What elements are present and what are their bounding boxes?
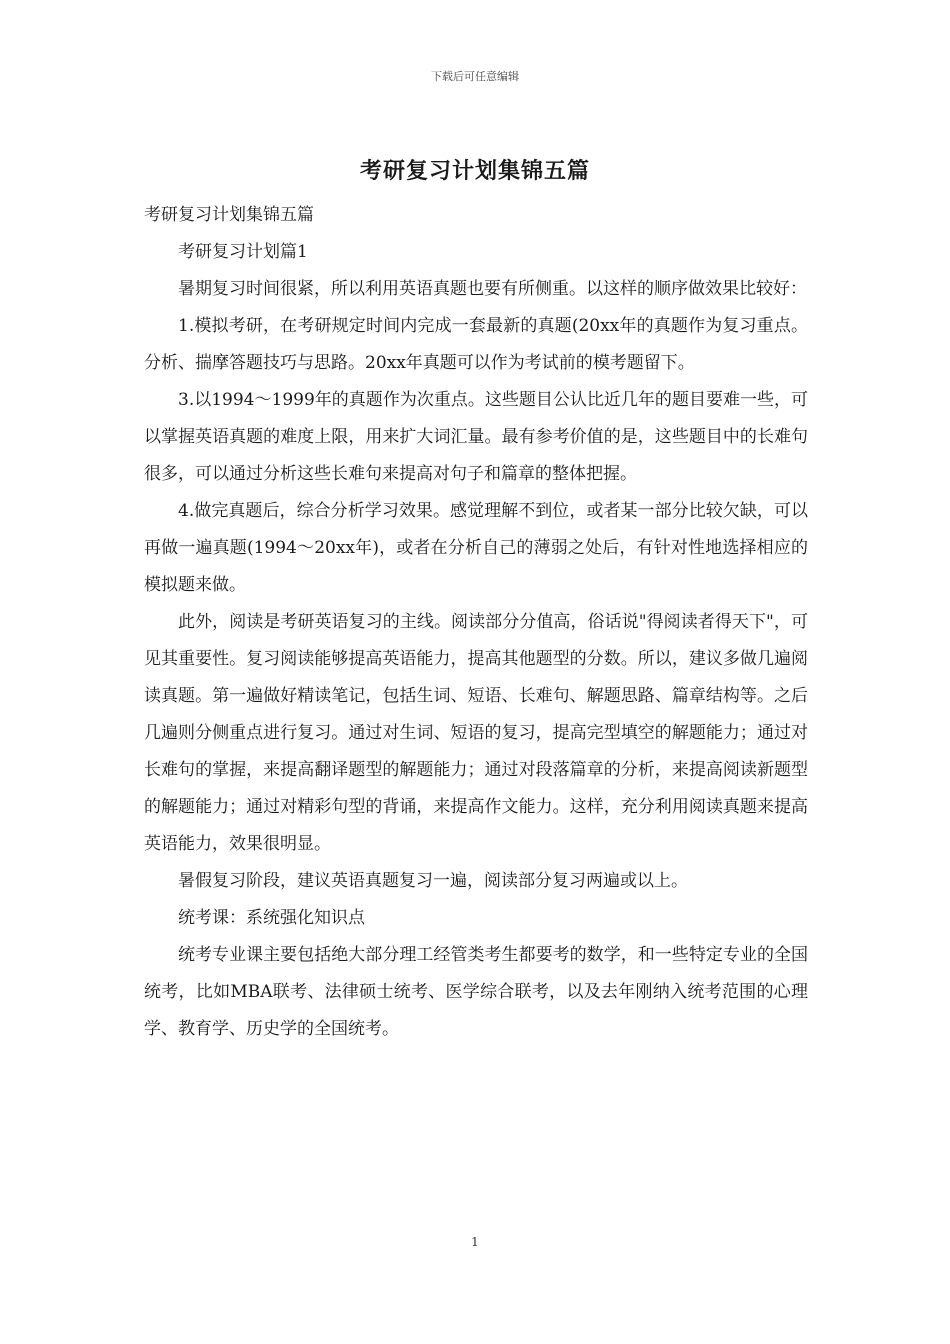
header-note: 下载后可任意编辑 — [431, 70, 519, 83]
body-subtitle: 考研复习计划集锦五篇 — [144, 205, 314, 225]
body-paragraph: 1.模拟考研，在考研规定时间内完成一套最新的真题(20xx年的真题作为复习重点。分析、揣摩答题技巧与思路。20xx年真题可以作为考试前的模考题留下。 — [144, 316, 808, 373]
document-body — [144, 197, 808, 1048]
page-number: 1 — [471, 1235, 479, 1249]
body-paragraph: 此外，阅读是考研英语复习的主线。阅读部分分值高，俗话说"得阅读者得天下"，可见其重要性。复习阅读能够提高英语能力，提高其他题型的分数。所以，建议多做几遍阅读真题。第一遍做好精读笔记，包括生词、短语、长难句、解题思路、篇章结构等。之后几遍则分侧重点进行复习。通过对生词、短语的复习，提高完型填空的解题能力；通过对长难句的掌握，来提高翻译题型的解题能力；通过对段落篇章的分析，来提高阅读新题型的解题能力；通过对精彩句型的背诵，来提高作文能力。这样，充分利用阅读真题来提高英语能力，效果很明显。 — [144, 612, 808, 854]
body-paragraph: 3.以1994～1999年的真题作为次重点。这些题目公认比近几年的题目要难一些，可以掌握英语真题的难度上限，用来扩大词汇量。最有参考价值的是，这些题目中的长难句很多，可以通过分析这些长难句来提高对句子和篇章的整体把握。 — [144, 390, 808, 484]
body-paragraph: 统考专业课主要包括绝大部分理工经管类考生都要考的数学，和一些特定专业的全国统考，比如MBA联考、法律硕士统考、医学综合联考，以及去年刚纳入统考范围的心理学、教育学、历史学的全国统考。 — [144, 945, 808, 1039]
section-heading: 考研复习计划篇1 — [178, 242, 308, 262]
section-subheading: 统考课：系统强化知识点 — [178, 908, 365, 928]
body-paragraph: 暑期复习时间很紧，所以利用英语真题也要有所侧重。以这样的顺序做效果比较好： — [178, 279, 807, 299]
body-paragraph: 暑假复习阶段，建议英语真题复习一遍，阅读部分复习两遍或以上。 — [178, 871, 688, 891]
body-paragraph: 4.做完真题后，综合分析学习效果。感觉理解不到位，或者某一部分比较欠缺，可以再做一遍真题(1994～20xx年)，或者在分析自己的薄弱之处后，有针对性地选择相应的模拟题来做。 — [144, 501, 808, 595]
document-title: 考研复习计划集锦五篇 — [359, 158, 590, 184]
